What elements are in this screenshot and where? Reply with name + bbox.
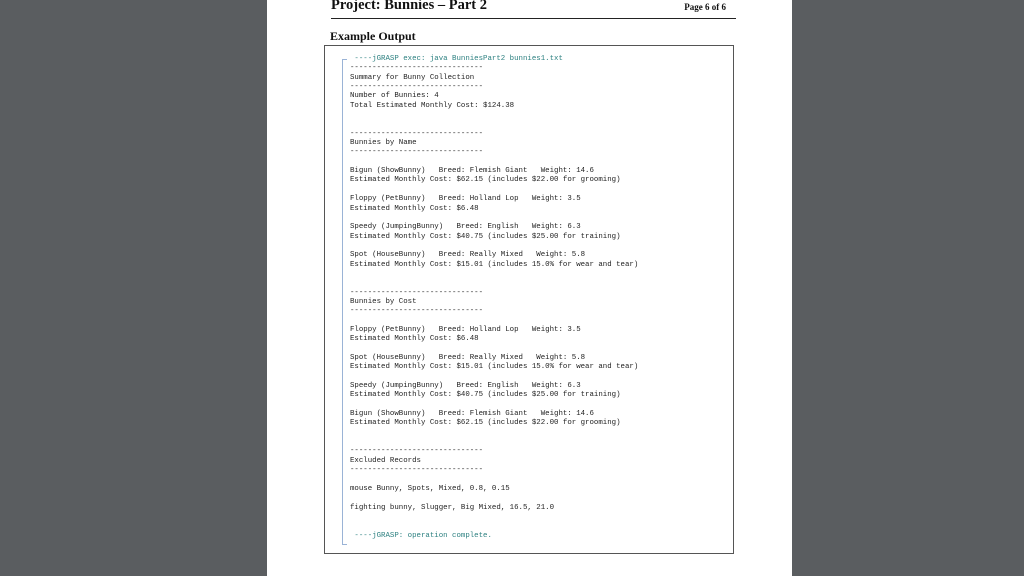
- output-line: [350, 522, 638, 531]
- output-line: ------------------------------: [350, 83, 484, 92]
- output-line: Estimated Monthly Cost: $6.48: [350, 335, 479, 344]
- output-line: Bigun (ShowBunny) Breed: Flemish Giant Weight: 14.6: [350, 410, 594, 419]
- output-line: Estimated Monthly Cost: $40.75 (includes $25.00 for training): [350, 391, 621, 400]
- output-line: Spot (HouseBunny) Breed: Really Mixed Weight: 5.8: [350, 251, 586, 260]
- output-line: [350, 345, 638, 354]
- output-line: Number of Bunnies: 4: [350, 92, 439, 101]
- program-output-box: [324, 45, 734, 554]
- output-line: [350, 429, 638, 438]
- output-line: Total Estimated Monthly Cost: $124.38: [350, 101, 515, 110]
- output-line: Excluded Records: [350, 456, 421, 465]
- output-line: Bunnies by Cost: [350, 297, 417, 306]
- output-line: ------------------------------: [350, 129, 484, 138]
- output-line: [350, 186, 638, 195]
- output-line: Estimated Monthly Cost: $15.01 (includes 15.0% for wear and tear): [350, 260, 639, 269]
- output-line: [350, 475, 638, 484]
- output-lines: [350, 55, 638, 541]
- output-line: Floppy (PetBunny) Breed: Holland Lop Weight: 3.5: [350, 325, 581, 334]
- output-line: Bunnies by Name: [350, 139, 417, 148]
- output-line: [350, 494, 638, 503]
- output-line: mouse Bunny, Spots, Mixed, 0.8, 0.15: [350, 484, 510, 493]
- jgrasp-message-line: ----jGRASP: operation complete.: [350, 531, 492, 540]
- output-line: Speedy (JumpingBunny) Breed: English Weight: 6.3: [350, 223, 581, 232]
- output-line: Summary for Bunny Collection: [350, 73, 475, 82]
- output-line: [350, 120, 638, 129]
- output-line: [350, 214, 638, 223]
- output-line: fighting bunny, Slugger, Big Mixed, 16.5, 21.0: [350, 503, 555, 512]
- output-line: [350, 373, 638, 382]
- output-line: [350, 111, 638, 120]
- output-line: Estimated Monthly Cost: $15.01 (includes 15.0% for wear and tear): [350, 363, 639, 372]
- output-line: Spot (HouseBunny) Breed: Really Mixed Weight: 5.8: [350, 354, 586, 362]
- output-line: ------------------------------: [350, 288, 484, 297]
- output-line: [350, 242, 638, 251]
- output-line: Estimated Monthly Cost: $6.48: [350, 204, 479, 213]
- output-line: ------------------------------: [350, 148, 484, 157]
- output-line: [350, 270, 638, 279]
- output-line: Floppy (PetBunny) Breed: Holland Lop Weight: 3.5: [350, 195, 581, 204]
- output-line: [350, 401, 638, 410]
- output-line: ------------------------------: [350, 466, 484, 475]
- section-heading: Example Output: [330, 29, 416, 43]
- output-line: [350, 158, 638, 167]
- output-bracket: [342, 59, 347, 545]
- page-number: Page 6 of 6: [684, 2, 726, 12]
- page-header: [331, 0, 736, 19]
- output-line: Speedy (JumpingBunny) Breed: English Weight: 6.3: [350, 382, 581, 391]
- output-line: [350, 279, 638, 288]
- output-line: ------------------------------: [350, 64, 484, 73]
- output-line: ------------------------------: [350, 307, 484, 316]
- output-line: ------------------------------: [350, 447, 484, 456]
- document-page: [267, 0, 792, 576]
- jgrasp-message-line: ----jGRASP exec: java BunniesPart2 bunnies1.txt: [350, 55, 563, 63]
- output-line: [350, 317, 638, 326]
- output-line: Estimated Monthly Cost: $62.15 (includes $22.00 for grooming): [350, 419, 621, 428]
- output-line: Estimated Monthly Cost: $40.75 (includes $25.00 for training): [350, 232, 621, 241]
- output-line: Bigun (ShowBunny) Breed: Flemish Giant Weight: 14.6: [350, 167, 594, 176]
- output-line: [350, 513, 638, 522]
- output-line: [350, 438, 638, 447]
- output-line: Estimated Monthly Cost: $62.15 (includes $22.00 for grooming): [350, 176, 621, 185]
- document-title: Project: Bunnies – Part 2: [331, 0, 487, 13]
